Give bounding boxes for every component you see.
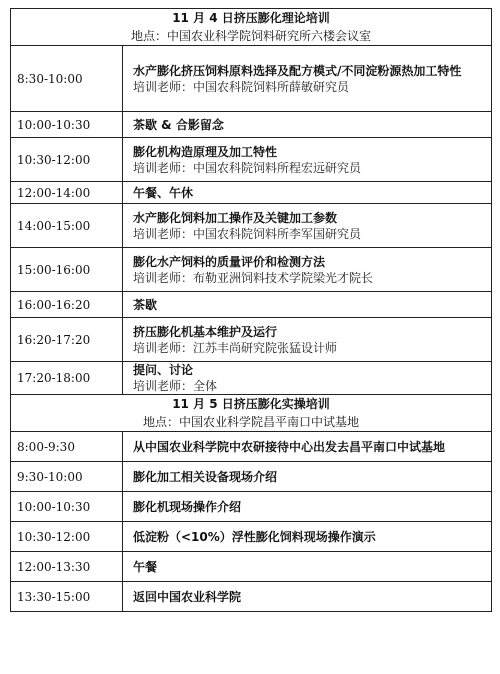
session-time: 10:30-12:00: [11, 522, 123, 552]
table-row: [11, 462, 492, 492]
session-trainer: 培训老师：全体: [133, 379, 218, 393]
session-time: 17:20-18:00: [11, 362, 123, 395]
session-trainer: 培训老师：布勒亚洲饲料技术学院梁光才院长: [133, 270, 374, 285]
session-details: [123, 492, 492, 522]
session-details: [123, 138, 492, 182]
schedule-table: [10, 8, 492, 612]
session-details: [123, 432, 492, 462]
table-row: [11, 362, 492, 395]
session-details: [123, 112, 492, 138]
session-topic: 从中国农业科学院中农研接待中心出发去昌平南口中试基地: [133, 439, 446, 454]
day2-header-row: [11, 395, 492, 432]
session-topic: 茶歇: [133, 297, 158, 312]
session-details: [123, 582, 492, 612]
session-topic: 午餐: [133, 559, 158, 574]
session-details: [123, 182, 492, 204]
session-details: [123, 46, 492, 112]
session-time: 12:00-14:00: [11, 182, 123, 204]
session-details: [123, 248, 492, 292]
table-row: [11, 46, 492, 112]
table-row: [11, 432, 492, 462]
session-time: 12:00-13:30: [11, 552, 123, 582]
table-row: [11, 492, 492, 522]
table-row: [11, 138, 492, 182]
table-row: [11, 582, 492, 612]
day2-title: 11 月 5 日挤压膨化实操培训: [172, 397, 330, 411]
session-topic: 膨化机现场操作介绍: [133, 499, 242, 514]
table-row: [11, 248, 492, 292]
session-time: 16:00-16:20: [11, 292, 123, 318]
session-details: [123, 522, 492, 552]
session-topic: 低淀粉（<10%）浮性膨化饲料现场操作演示: [133, 529, 376, 544]
day1-header-row: [11, 9, 492, 46]
session-time: 10:00-10:30: [11, 492, 123, 522]
table-row: [11, 522, 492, 552]
table-row: [11, 552, 492, 582]
session-topic: 提问、讨论: [133, 363, 194, 377]
session-details: [123, 462, 492, 492]
table-row: [11, 318, 492, 362]
session-topic: 膨化机构造原理及加工特性: [133, 144, 278, 159]
session-time: 16:20-17:20: [11, 318, 123, 362]
session-details: [123, 292, 492, 318]
day1-header: [11, 9, 492, 46]
session-topic: 午餐、午休: [133, 185, 194, 200]
session-time: 8:00-9:30: [11, 432, 123, 462]
session-topic: 水产膨化饲料加工操作及关键加工参数: [133, 210, 338, 225]
table-row: [11, 112, 492, 138]
session-trainer: 培训老师：中国农科院饲料所李军国研究员: [133, 226, 362, 241]
table-row: [11, 204, 492, 248]
session-details: [123, 552, 492, 582]
session-time: 10:30-12:00: [11, 138, 123, 182]
session-topic: 水产膨化挤压饲料原料选择及配方模式/不同淀粉源热加工特性: [133, 63, 462, 78]
session-trainer: 培训老师：中国农科院饲料所程宏远研究员: [133, 160, 362, 175]
session-time: 13:30-15:00: [11, 582, 123, 612]
session-trainer: 培训老师：中国农科院饲料所薛敏研究员: [133, 79, 350, 94]
session-details: [123, 362, 492, 395]
day1-title: 11 月 4 日挤压膨化理论培训: [172, 11, 330, 25]
day1-location: 地点：中国农业科学院饲料研究所六楼会议室: [131, 29, 372, 43]
session-topic: 挤压膨化机基本维护及运行: [133, 324, 278, 339]
session-trainer: 培训老师：江苏丰尚研究院张猛设计师: [133, 340, 338, 355]
session-time: 10:00-10:30: [11, 112, 123, 138]
session-details: [123, 204, 492, 248]
session-time: 8:30-10:00: [11, 46, 123, 112]
table-row: [11, 182, 492, 204]
session-topic: 返回中国农业科学院: [133, 589, 242, 604]
day2-header: [11, 395, 492, 432]
session-topic: 膨化加工相关设备现场介绍: [133, 469, 278, 484]
day2-location: 地点：中国农业科学院昌平南口中试基地: [143, 415, 360, 429]
session-time: 14:00-15:00: [11, 204, 123, 248]
session-details: [123, 318, 492, 362]
session-time: 9:30-10:00: [11, 462, 123, 492]
session-topic: 膨化水产饲料的质量评价和检测方法: [133, 254, 326, 269]
session-topic: 茶歇 & 合影留念: [133, 117, 224, 132]
session-time: 15:00-16:00: [11, 248, 123, 292]
table-row: [11, 292, 492, 318]
